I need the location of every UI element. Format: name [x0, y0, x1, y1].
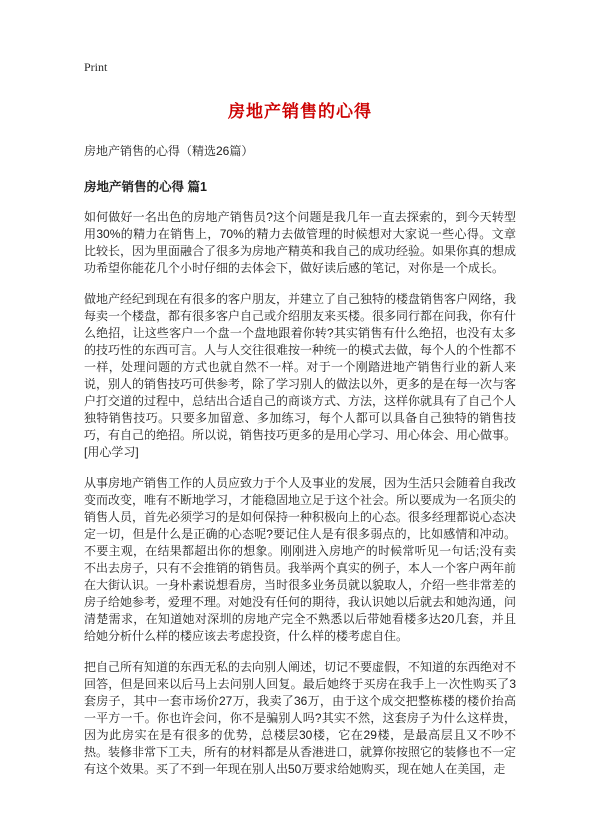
section-heading: 房地产销售的心得 篇1	[84, 180, 207, 194]
paragraph-4: 把自己所有知道的东西无私的去向别人阐述，切记不要虚假，不知道的东西绝对不回答，但是回来以后马上去问别人回复。最后她终于买房在我手上一次性购买了3套房子，其中一套市场价27万，我卖了36万，由于这个成交把整栋楼的楼价抬高一平方一千。你也许会问，你不是骗别人吗?其实不然，这套房子为什么这样贵，因为此房实在是有很多的优势，总楼层30楼，它在29楼，是最高层且又不吵不热。装修非常下工夫，所有的材料都是从香港进口，就算你按照它的装修也不一定有这个效果。买了不到一年现在别人出50万要求给她购买，现在她人在美国，走	[84, 660, 517, 776]
page-title: 房地产销售的心得	[228, 102, 372, 121]
paragraph-1: 如何做好一名出色的房地产销售员?这个问题是我几年一直去探索的，到今天转型用30%的精力在销售上，70%的精力去做管理的时候想对大家说一些心得。文章比较长，因为里面融合了很多为房地产精英和我自己的成功经验。如果你真的想成功希望你能花几个小时仔细的去体会下，做好读后感的笔记，对你是一个成长。	[84, 210, 517, 275]
document-subtitle: 房地产销售的心得（精选26篇）	[84, 144, 254, 158]
paragraph-3: 从事房地产销售工作的人员应致力于个人及事业的发展，因为生活只会随着自我改变而改变，唯有不断地学习，才能稳固地立足于这个社会。所以要成为一名顶尖的销售人员，首先必须学习的是如何保持一种积极向上的心态。很多经理都说心态决定一切，但是什么是正确的心态呢?要记住人是有很多弱点的，比如感情和冲动。不要主观，在结果都超出你的想象。刚刚进入房地产的时候常听见一句话;没有卖不出去房子，只有不会推销的销售员。我举两个真实的例子，本人一个客户两年前在大街认识。一身朴素说想看房，当时很多业务员就以貌取人，介绍一些非常差的房子给她参考，爱理不理。对她没有任何的期待，我认识她以后就去和她沟通，问清楚需求，在知道她对深圳的房地产完全不熟悉以后带她看楼多达20几套，并且给她分析什么样的楼应该去考虑投资，什么样的楼考虑自住。	[84, 476, 517, 643]
paragraph-2: 做地产经纪到现在有很多的客户朋友，并建立了自己独特的楼盘销售客户网络，我每卖一个楼盘，都有很多客户自己或介绍朋友来买楼。很多同行都在问我，你有什么绝招，让这些客户一个盘一个盘地跟着你转?其实销售有什么绝招，也没有太多的技巧性的东西可言。人与人交往很难按一种统一的模式去做，每个人的个性都不一样，处理问题的方式也就自然不一样。对于一个刚踏进地产销售行业的新人来说，别人的销售技巧可供参考，除了学习别人的做法以外，更多的是在每一次与客户打交道的过程中，总结出合适自己的商谈方式、方法，这样你就具有了自己个人独特销售技巧。只要多加留意、多加练习，每个人都可以具备自己独特的销售技巧，有自己的绝招。所以说，销售技巧更多的是用心学习、用心体会、用心做事。 [用心学习]	[84, 292, 517, 459]
print-button[interactable]: Print	[84, 60, 108, 74]
